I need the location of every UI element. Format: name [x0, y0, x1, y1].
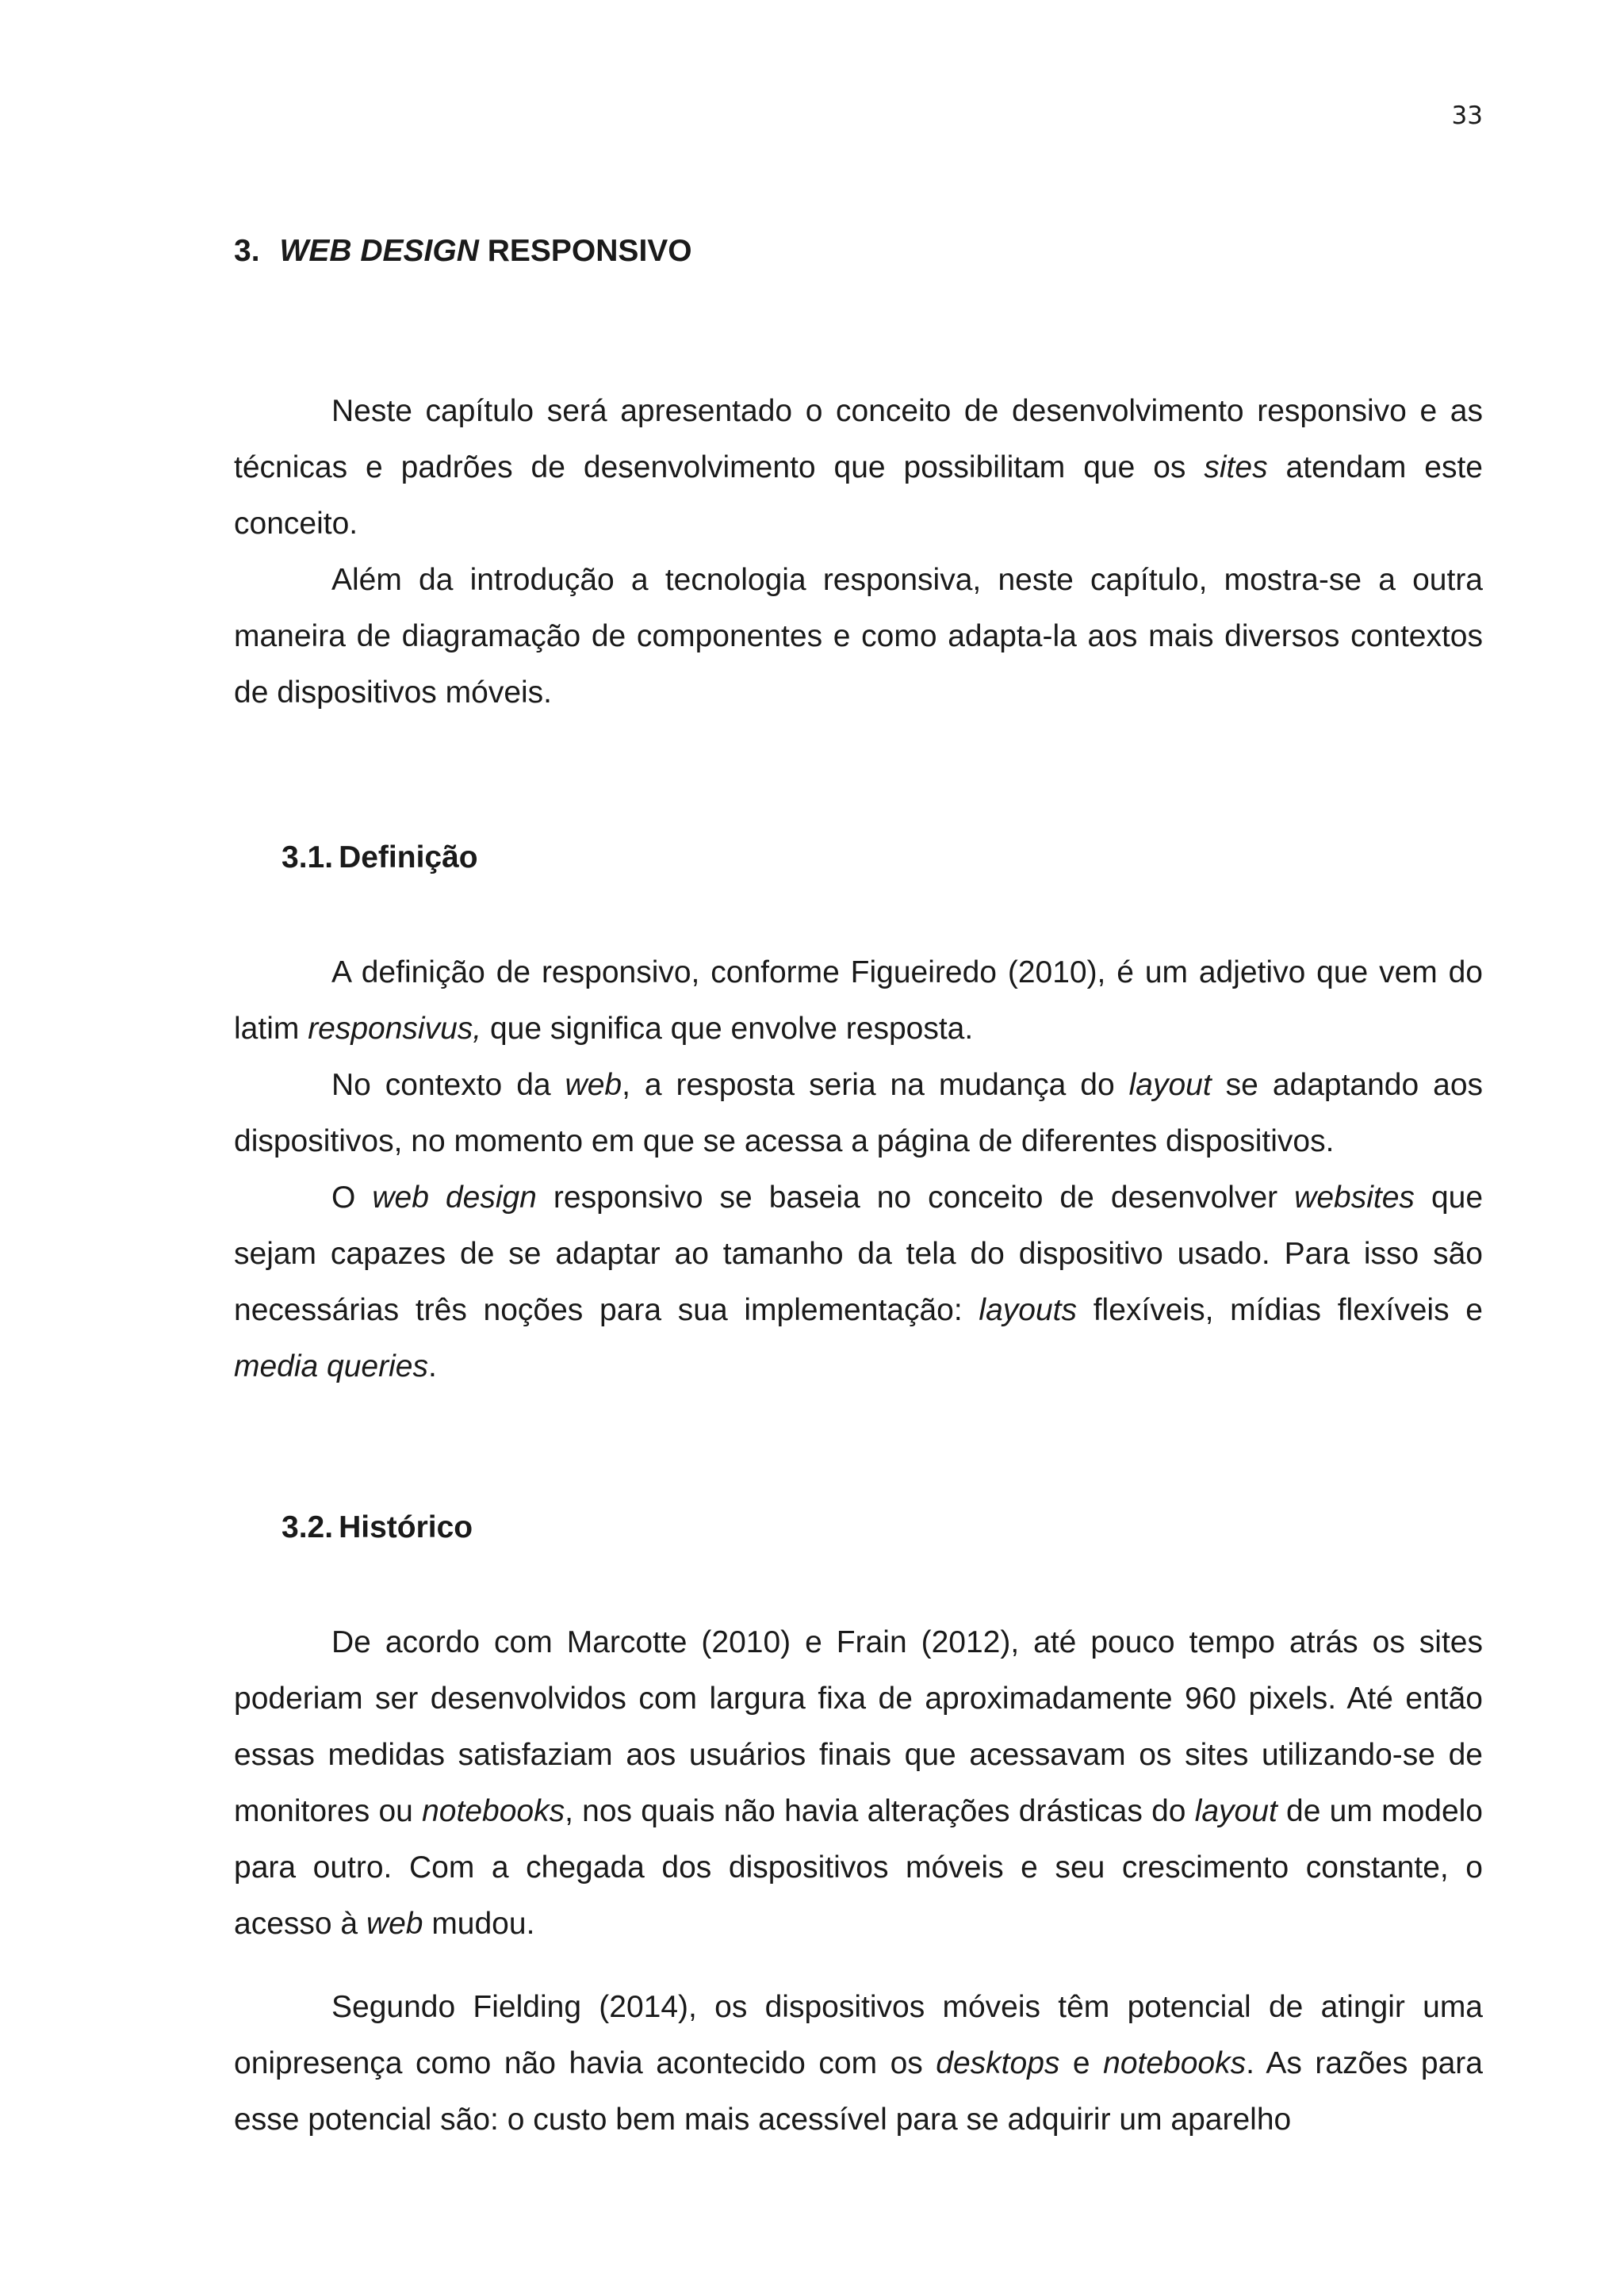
italic-run: layout — [1128, 1068, 1212, 1102]
page-number: 33 — [1451, 101, 1483, 130]
text-run: e — [1059, 2046, 1104, 2080]
text-run: . As razões para esse potencial são: o custo bem mais acessível para se adquirir um aparelho — [234, 2046, 1483, 2137]
text-run: Segundo Fielding (2014), os dispositivos móveis têm potencial de atingir uma onipresença como não havia acontecido com os — [234, 1990, 1483, 2080]
history-paragraph-2 — [234, 1979, 1483, 2148]
section-1-heading — [282, 839, 478, 877]
text-run: , nos quais não havia alterações drásticas do — [565, 1794, 1195, 1828]
definition-section — [234, 944, 1483, 1395]
section-2-heading — [282, 1509, 473, 1547]
italic-run: layouts — [979, 1293, 1077, 1327]
text-run: . — [427, 1349, 437, 1383]
definition-paragraph-3 — [234, 1169, 1483, 1395]
text-run: que sejam capazes de se adaptar ao tamanho da tela do dispositivo usado. Para isso são necessárias três noções para sua implementação: — [234, 1181, 1484, 1327]
definition-paragraph-1 — [234, 944, 1483, 1057]
intro-paragraph-1 — [234, 383, 1483, 552]
italic-run: websites — [1294, 1181, 1415, 1215]
text-run: Além da introdução a tecnologia responsiva, neste capítulo, mostra-se a outra maneira de diagramação de componentes e como adapta-la aos mais diversos contextos de dispositivos móveis. — [234, 563, 1483, 710]
intro-paragraph-2 — [234, 552, 1483, 721]
section-1-title: Definição — [339, 840, 478, 874]
section-2-number: 3.2. — [282, 1510, 334, 1544]
chapter-number: 3. — [234, 234, 260, 268]
text-run: de um modelo para outro. Com a chegada dos dispositivos móveis e seu crescimento constante, o acesso à — [234, 1794, 1483, 1941]
text-run: De acordo com Marcotte (2010) e Frain (2012), até pouco tempo atrás os sites poderiam ser desenvolvidos com largura fixa de aproximadamente 960 pixels. Até então essas medidas satisfaziam aos usuários finais que acessavam os sites utilizando-se de monitores ou — [234, 1625, 1483, 1828]
text-run: responsivo se baseia no conceito de desenvolver — [536, 1181, 1295, 1215]
intro-section — [234, 383, 1483, 721]
italic-run: sites — [1204, 450, 1268, 484]
section-1-number: 3.1. — [282, 840, 334, 874]
section-2-title: Histórico — [339, 1510, 473, 1544]
italic-run: layout — [1194, 1794, 1277, 1828]
history-paragraph-1 — [234, 1614, 1483, 1952]
chapter-title-italic: WEB DESIGN — [279, 234, 479, 268]
italic-run: web design — [372, 1181, 537, 1215]
text-run: Neste capítulo será apresentado o conceito de desenvolvimento responsivo e as técnicas e padrões de desenvolvimento que possibilitam que os — [234, 394, 1483, 484]
italic-run: web — [565, 1068, 622, 1102]
text-run: O — [331, 1181, 373, 1215]
italic-run: desktops — [936, 2046, 1060, 2080]
text-run: , a resposta seria na mudança do — [622, 1068, 1129, 1102]
italic-run: web — [366, 1907, 423, 1941]
italic-run: responsivus, — [308, 1012, 482, 1046]
definition-paragraph-2 — [234, 1057, 1483, 1169]
text-run: A definição de responsivo, conforme Figueiredo (2010), é um adjetivo que vem do latim — [234, 955, 1483, 1046]
italic-run: notebooks — [422, 1794, 565, 1828]
text-run: se adaptando aos dispositivos, no momento em que se acessa a página de diferentes dispositivos. — [234, 1068, 1484, 1158]
text-run: mudou. — [423, 1907, 535, 1941]
text-run: atendam este conceito. — [234, 450, 1483, 541]
chapter-title — [234, 232, 692, 270]
text-run: No contexto da — [331, 1068, 565, 1102]
italic-run: notebooks — [1103, 2046, 1247, 2080]
text-run: flexíveis, mídias flexíveis e — [1076, 1293, 1483, 1327]
chapter-title-rest: RESPONSIVO — [478, 234, 692, 268]
italic-run: media queries — [234, 1349, 428, 1383]
text-run: que significa que envolve resposta. — [481, 1012, 974, 1046]
history-section — [234, 1614, 1483, 2148]
